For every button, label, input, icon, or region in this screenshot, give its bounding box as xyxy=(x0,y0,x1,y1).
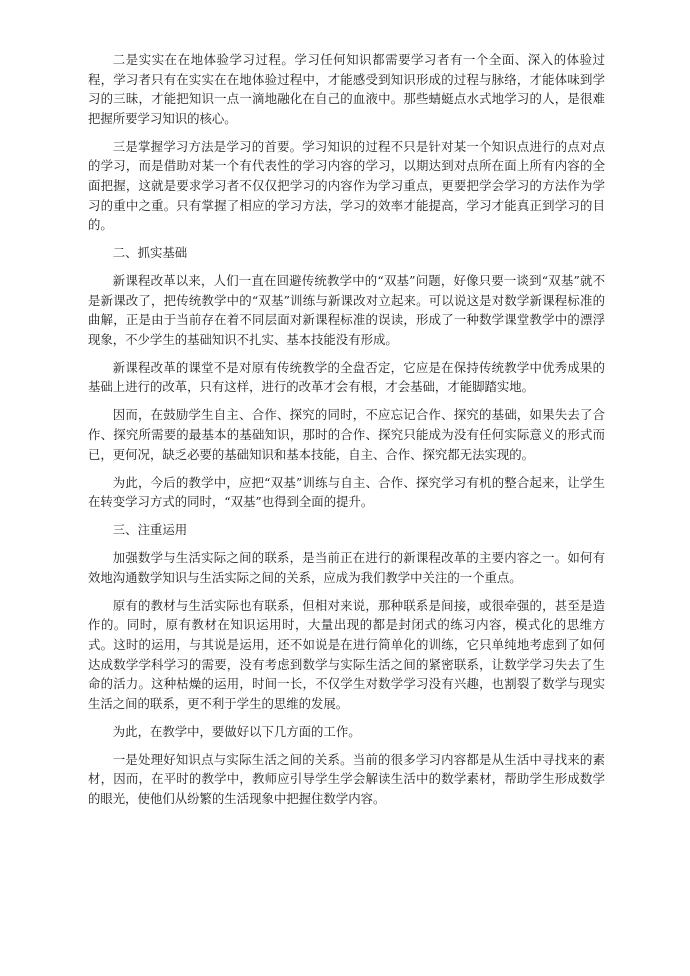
paragraph-cooperation-basis: 因而，在鼓励学生自主、合作、探究的同时，不应忘记合作、探究的基础，如果失去了合作、探究所需要的最基本的基础知识，那时的合作、探究只能成为没有任何实际意义的形式而已，更何况，缺乏必要的基础知识和基本技能，自主、合作、探究都无法实现的。 xyxy=(88,407,605,462)
section-heading-application: 三、注重运用 xyxy=(112,522,188,538)
paragraph-integration: 为此，今后的教学中，应把“双基”训练与自主、合作、探究学习有机的整合起来，让学生在转变学习方式的同时，“双基”也得到全面的提升。 xyxy=(88,474,605,510)
paragraph-knowledge-life: 一是处理好知识点与实际生活之间的关系。当前的很多学习内容都是从生活中寻找来的素材，因而，在平时的教学中，教师应引导学生学会解读生活中的数学素材，帮助学生形成数学的眼光，使他们从纷繁的生活现象中把握住数学内容。 xyxy=(88,751,605,806)
paragraph-learning-method: 三是掌握学习方法是学习的首要。学习知识的过程不只是针对某一个知识点进行的点对点的学习，而是借助对某一个有代表性的学习内容的学习，以期达到对点所在面上所有内容的全面把握，这就是要求学习者不仅仅把学习的内容作为学习重点，更要把学会学习的方法作为学习的重中之重。只有掌握了相应的学习方法，学习的效率才能提高，学习才能真正到学习的目的。 xyxy=(88,138,605,233)
paragraph-reform-classroom: 新课程改革的课堂不是对原有传统教学的全盘否定，它应是在保持传统教学中优秀成果的基础上进行的改革，只有这样，进行的改革才会有根，才会基础，才能脚踏实地。 xyxy=(88,359,605,395)
paragraph-work-aspects: 为此，在教学中，要做好以下几方面的工作。 xyxy=(112,723,361,739)
paragraph-double-basics-issue: 新课程改革以来，人们一直在回避传统教学中的“双基”问题，好像只要一谈到“双基”就不是新课改了，把传统教学中的“双基”训练与新课改对立起来。可以说这是对数学新课程标准的曲解，正是由于当前存在着不同层面对新课程标准的误读，形成了一种数学课堂教学中的漂浮现象，不少学生的基础知识不扎实、基本技能没有形成。 xyxy=(88,273,605,347)
paragraph-life-connection: 加强数学与生活实际之间的联系，是当前正在进行的新课程改革的主要内容之一。如何有效地沟通数学知识与生活实际之间的关系，应成为我们教学中关注的一个重点。 xyxy=(88,550,605,585)
paragraph-experience-process: 二是实实在在地体验学习过程。学习任何知识都需要学习者有一个全面、深入的体验过程，学习者只有在实实在在地体验过程中，才能感受到知识形成的过程与脉络，才能体味到学习的三昧，才能把知识一点一滴地融化在自己的血液中。那些蜻蜓点水式地学习的人，是很难把握所要学习知识的核心。 xyxy=(88,52,605,126)
section-heading-foundation: 二、抓实基础 xyxy=(112,245,188,261)
document-page xyxy=(88,50,605,817)
paragraph-old-textbook: 原有的教材与生活实际也有联系，但相对来说，那种联系是间接，或很牵强的，甚至是造作的。同时，原有教材在知识运用时，大量出现的都是封闭式的练习内容，模式化的思维方式。这时的运用，与其说是运用，还不如说是在进行简单化的训练，它只单纯地考虑到了如何达成数学学科学习的需要，没有考虑到数学与实际生活之间的紧密联系，让数学学习失去了生命的活力。这种枯燥的运用，时间一长，不仅学生对数学学习没有兴趣，也割裂了数学与现实生活之间的联系，更不利于学生的思维的发展。 xyxy=(88,597,605,711)
